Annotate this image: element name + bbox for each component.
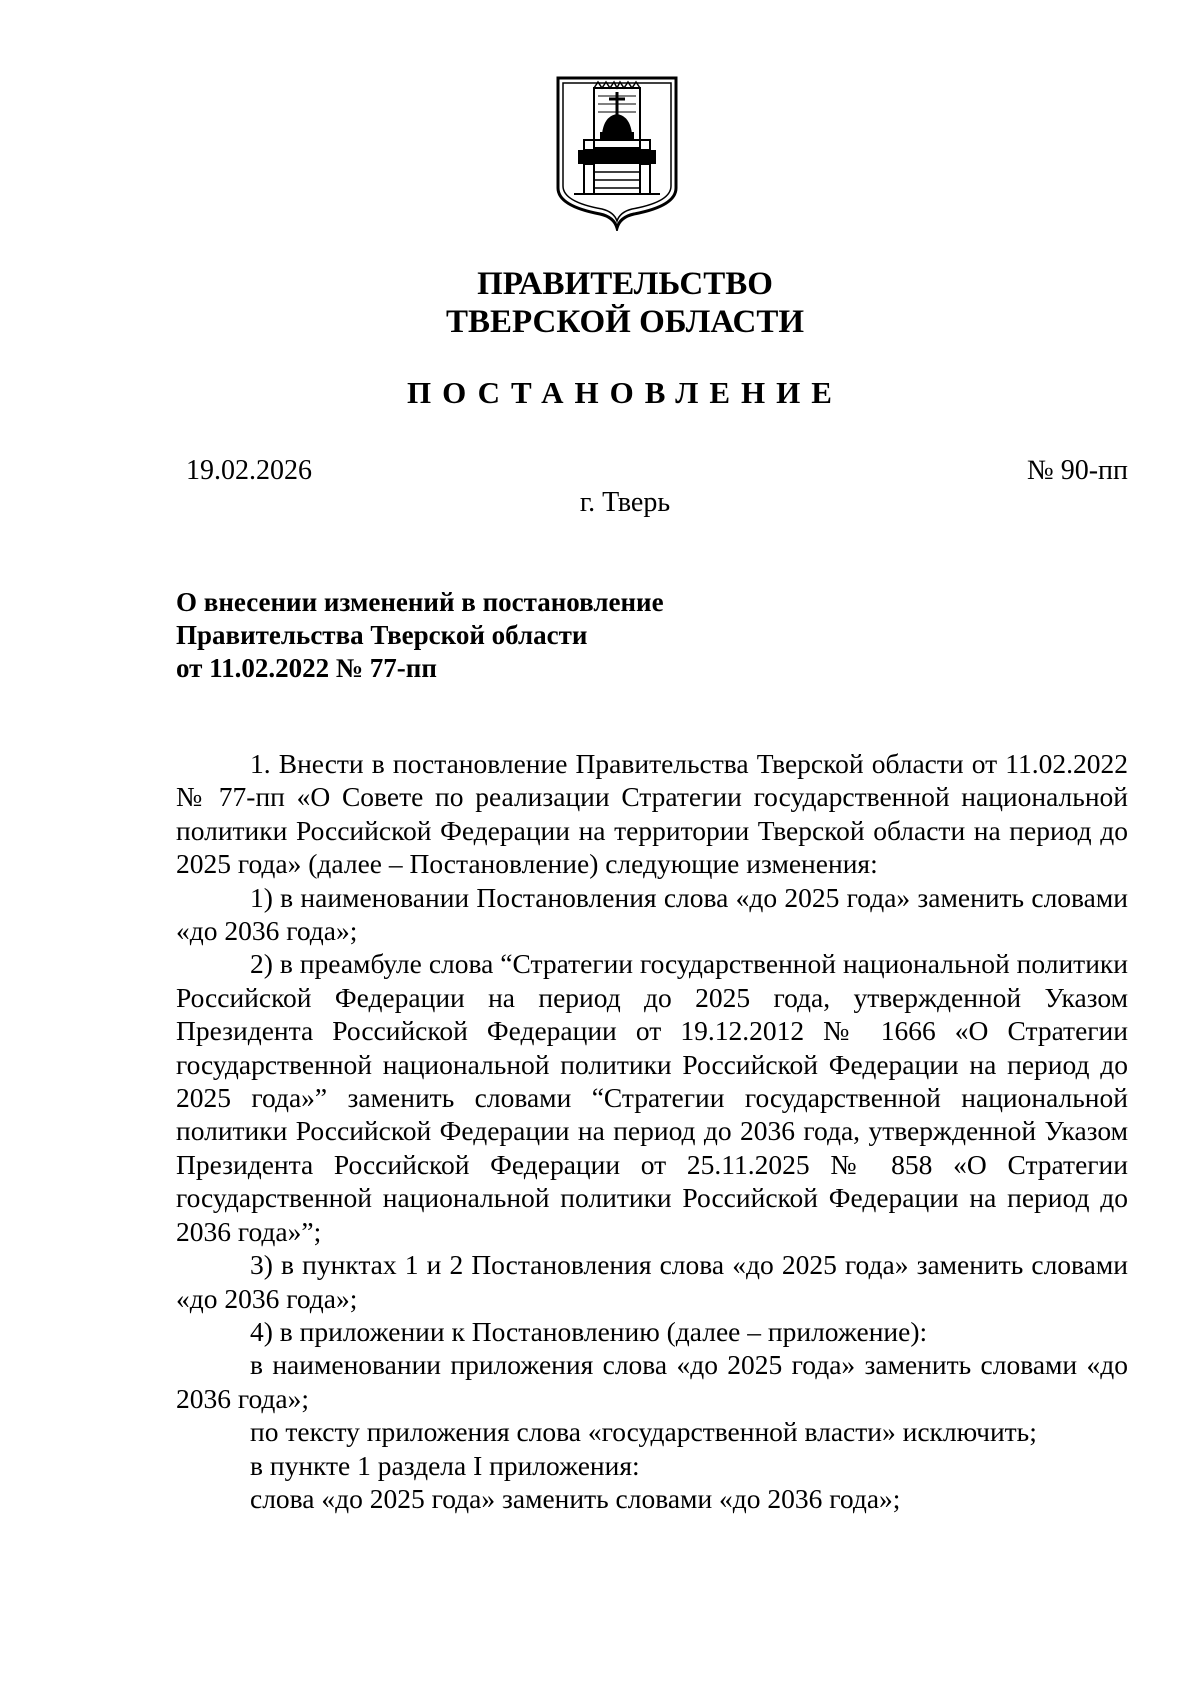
document-title	[176, 586, 664, 685]
paragraph-sub-1: в наименовании приложения слова «до 2025 года» заменить словами «до 2036 года»;	[176, 1349, 1128, 1414]
paragraph-sub-3: в пункте 1 раздела I приложения:	[250, 1449, 640, 1481]
document-date: 19.02.2026	[186, 455, 312, 486]
paragraph-sub-2: по тексту приложения слова «государственной власти» исключить;	[250, 1416, 1037, 1448]
title-line: Правительства Тверской области	[176, 620, 588, 650]
paragraph-item-2: 2) в преамбуле слова “Стратегии государственной национальной политики Российской Федерации на период до 2025 года, утвержденной Указом Президента Российской Федерации от 19.12.2012 № 1666 «О Стратегии государственной национальной политики Российской Федерации на период до 2025 года»” заменить словами “Стратегии государственной национальной политики Российской Федерации на период до 2036 года, утвержденной Указом Президента Российской Федерации от 25.11.2025 № 858 «О Стратегии государственной национальной политики Российской Федерации на период до 2036 года»”;	[176, 948, 1128, 1247]
paragraph-sub-4: слова «до 2025 года» заменить словами «до 2036 года»;	[250, 1482, 901, 1514]
document-city: г. Тверь	[579, 487, 671, 518]
title-line: от 11.02.2022 № 77-пп	[176, 653, 437, 683]
document-type: ПОСТАНОВЛЕНИЕ	[407, 375, 843, 410]
paragraph-item-3: 3) в пунктах 1 и 2 Постановления слова «до 2025 года» заменить словами «до 2036 года»;	[176, 1249, 1128, 1314]
paragraph-1: 1. Внести в постановление Правительства Тверской области от 11.02.2022 № 77-пп «О Совете по реализации Стратегии государственной национальной политики Российской Федерации на территории Тверской области на период до 2025 года» (далее – Постановление) следующие изменения:	[176, 748, 1128, 880]
document-body	[176, 747, 1128, 1515]
organization-name-line1: ПРАВИТЕЛЬСТВО	[477, 266, 773, 302]
paragraph-item-1: 1) в наименовании Постановления слова «до 2025 года» заменить словами «до 2036 года»;	[176, 881, 1128, 947]
title-line: О внесении изменений в постановление	[176, 587, 664, 617]
document-number: № 90-пп	[1026, 455, 1128, 486]
organization-name-line2: ТВЕРСКОЙ ОБЛАСТИ	[445, 304, 805, 340]
paragraph-item-4: 4) в приложении к Постановлению (далее – приложение):	[250, 1315, 928, 1347]
coat-of-arms-icon	[554, 76, 680, 231]
